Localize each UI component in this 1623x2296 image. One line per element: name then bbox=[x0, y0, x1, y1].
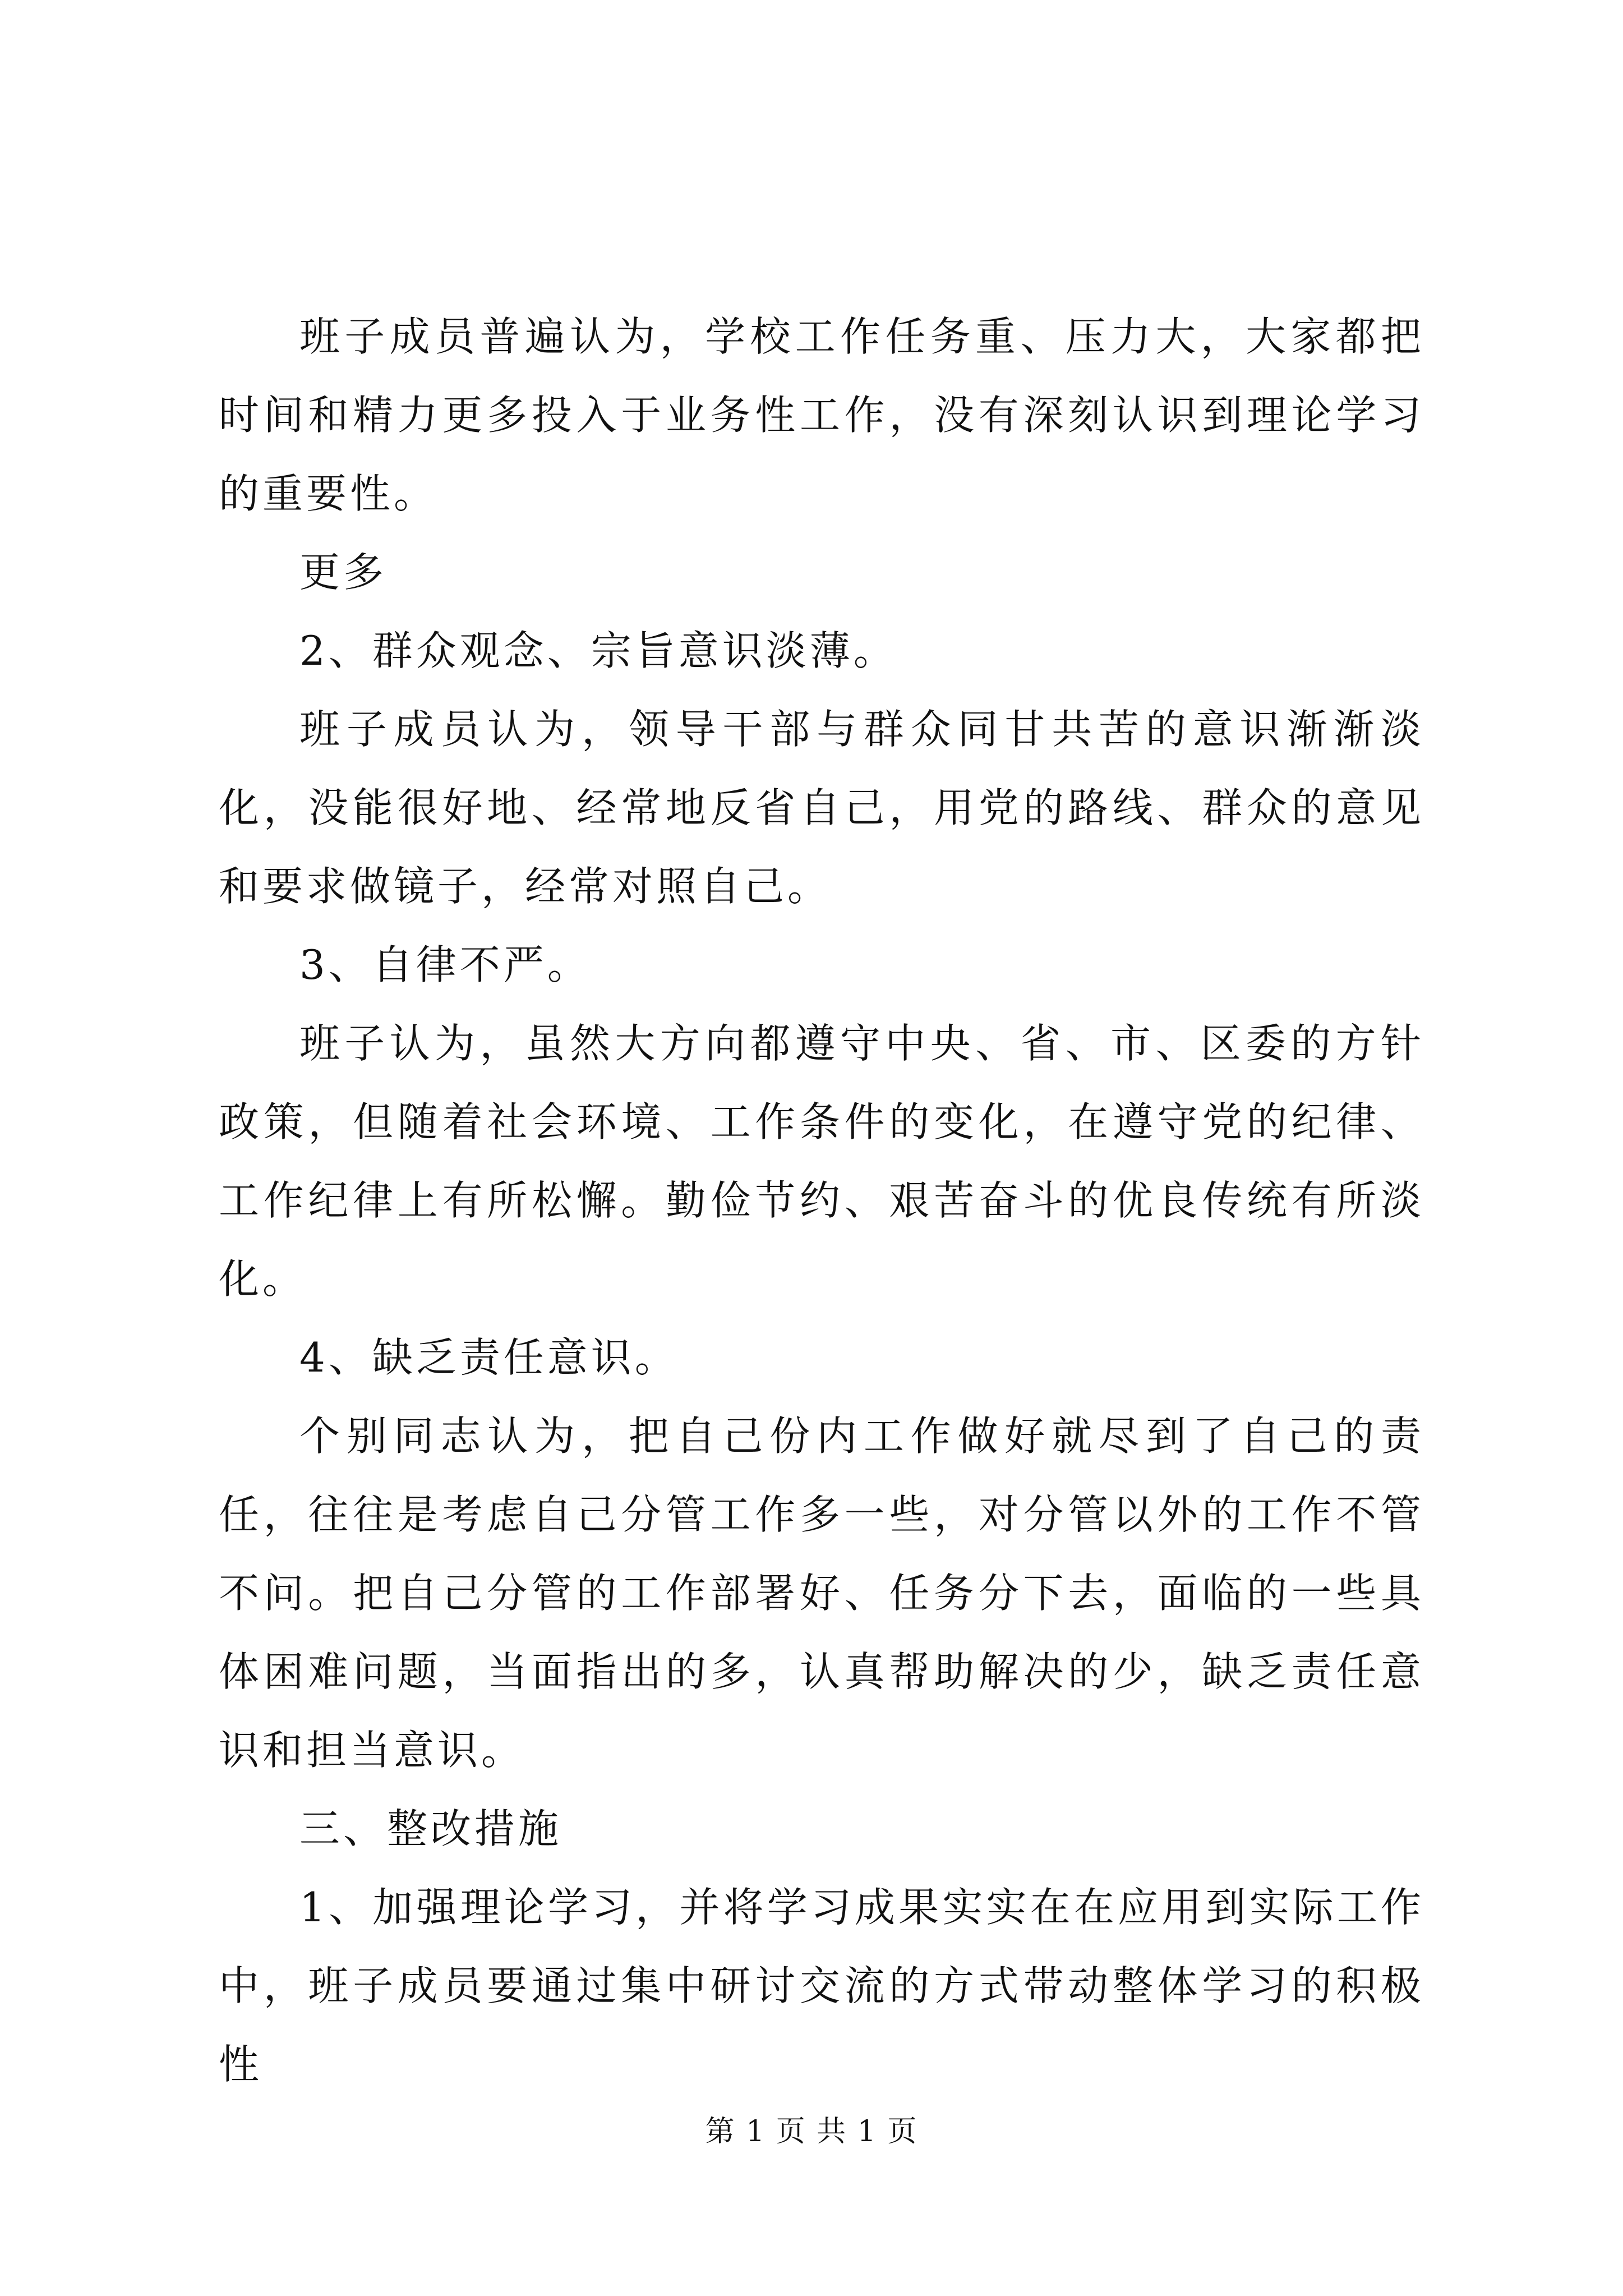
paragraph: 班子认为，虽然大方向都遵守中央、省、市、区委的方针政策，但随着社会环境、工作条件的变化，在遵守党的纪律、工作纪律上有所松懈。勤俭节约、艰苦奋斗的优良传统有所淡化。 bbox=[219, 1020, 1424, 1303]
section-heading: 2、群众观念、宗旨意识淡薄。 bbox=[299, 627, 897, 674]
page-footer: 第 1 页 共 1 页 bbox=[705, 2115, 918, 2148]
paragraph: 1、加强理论学习，并将学习成果实实在在应用到实际工作中，班子成员要通过集中研讨交流的方式带动整体学习的积极性 bbox=[219, 1884, 1424, 2088]
paragraph: 班子成员普遍认为，学校工作任务重、压力大，大家都把时间和精力更多投入于业务性工作，没有深刻认识到理论学习的重要性。 bbox=[219, 313, 1424, 517]
chapter-heading: 三、整改措施 bbox=[299, 1805, 562, 1852]
document-body bbox=[219, 297, 1424, 2104]
paragraph: 班子成员认为，领导干部与群众同甘共苦的意识渐渐淡化，没能很好地、经常地反省自己，用党的路线、群众的意见和要求做镜子，经常对照自己。 bbox=[219, 706, 1424, 910]
section-heading: 4、缺乏责任意识。 bbox=[299, 1334, 679, 1381]
section-heading: 3、自律不严。 bbox=[299, 941, 591, 988]
paragraph-more-link: 更多 bbox=[299, 549, 388, 596]
paragraph: 个别同志认为，把自己份内工作做好就尽到了自己的责任，往往是考虑自己分管工作多一些，对分管以外的工作不管不问。把自己分管的工作部署好、任务分下去，面临的一些具体困难问题，当面指出的多，认真帮助解决的少，缺乏责任意识和担当意识。 bbox=[219, 1412, 1424, 1774]
